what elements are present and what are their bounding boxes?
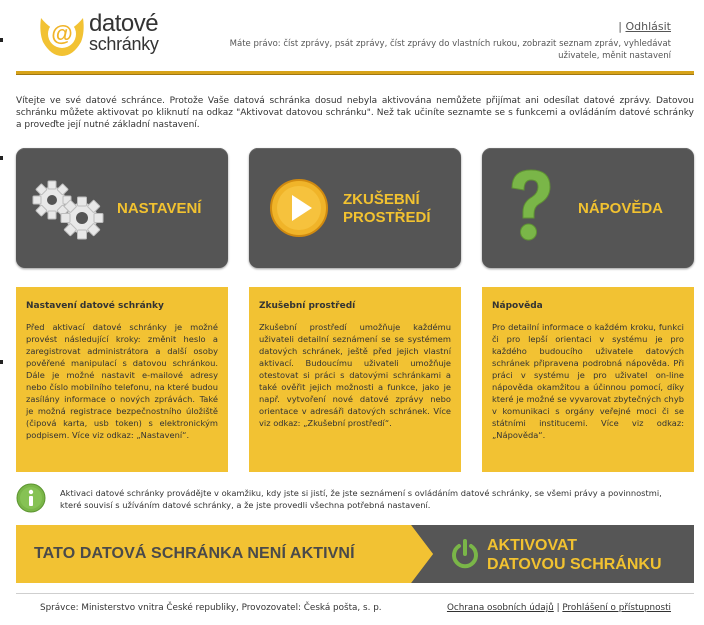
logo[interactable] (37, 10, 167, 60)
power-icon (449, 538, 481, 570)
help-tile[interactable] (482, 148, 694, 268)
help-panel-text: Pro detailní informace o každém kroku, funkci či pro lepší orientaci v systému je pro každého budoucího uživatele datových schránek připravena podrobná nápověda. Při práci v systému je pro uživatel on-line nápověda okamžitou a účinnou pomocí, díky které je možné se vyvarovat zbytečných chyb v komunikaci s orgány veřejné moci či se státními institucemi. Více viz odkaz: „Nápověda“. (492, 322, 684, 440)
accessibility-link[interactable]: Prohlášení o přístupnosti (562, 603, 671, 613)
logout-separator: | (618, 20, 622, 33)
info-icon (16, 483, 46, 513)
edge-mark (0, 156, 3, 160)
info-notice (16, 483, 694, 513)
footer-operator-text: Správce: Ministerstvo vnitra České republiky, Provozovatel: Česká pošta, s. p. (40, 603, 382, 613)
activation-banner (16, 525, 694, 583)
info-text: Aktivaci datové schránky provádějte v okamžiku, kdy jste si jistí, že jste seznámení s ovládáním datové schránky, se všemi právy a povinnostmi, které souvisí s užíváním datové schránky, a že jste provedli všechna potřebná nastavení. (60, 488, 662, 510)
at-sign-logo-icon (37, 10, 87, 60)
logout-link[interactable]: Odhlásit (625, 20, 671, 33)
inactive-status-text: TATO DATOVÁ SCHRÁNKA NENÍ AKTIVNÍ (34, 545, 355, 562)
intro-text: Vítejte ve své datové schránce. Protože Vaše datová schránka dosud nebyla aktivována nemůžete přijímat ani odesílat datové zprávy. Datovou schránku můžete aktivovat po kliknutí na odkaz "Aktivovat datovou schránku". Než tak učiníte seznamte se s funkcemi a ovládáním datové schránky a proveďte její nutné základní nastavení. (16, 96, 694, 130)
logo-line1: datové (89, 10, 159, 37)
play-icon (269, 178, 329, 238)
settings-tile-label: NASTAVENÍ (117, 200, 202, 217)
logo-text (89, 10, 159, 55)
help-panel-title: Nápověda (492, 301, 543, 311)
edge-mark (0, 360, 3, 364)
test-environment-tile[interactable] (249, 148, 461, 268)
settings-tile[interactable] (16, 148, 228, 268)
test-environment-label-line1: ZKUŠEBNÍ (343, 191, 420, 208)
svg-text:@: @ (51, 21, 73, 46)
test-environment-tile-label (343, 191, 431, 227)
activate-label-line2: DATOVOU SCHRÁNKU (487, 556, 662, 573)
user-rights: Máte právo: číst zprávy, psát zprávy, číst zprávy do vlastních rukou, zobrazit seznam zpráv, vyhledávat uživatele, měnit nastavení (229, 39, 671, 61)
settings-panel-title: Nastavení datové schránky (26, 301, 164, 311)
test-environment-label-line2: PROSTŘEDÍ (343, 209, 431, 226)
test-environment-panel (249, 287, 461, 472)
help-tile-label: NÁPOVĚDA (578, 200, 664, 217)
header (0, 0, 704, 70)
footer-divider (16, 593, 694, 594)
activate-button[interactable] (411, 525, 694, 583)
logo-line2: schránky (89, 34, 159, 54)
inactive-status (16, 525, 436, 583)
help-panel (482, 287, 694, 472)
footer-links (447, 603, 671, 613)
test-environment-panel-title: Zkušební prostředí (259, 301, 356, 311)
settings-panel-text: Před aktivací datové schránky je možné provést následující kroky: změnit heslo a zaregistrovat administrátora a další osoby pověřené manipulací s datovou schránkou. Dále je možné nastavit e-mailové adresy nebo číslo mobilního telefonu, na které budou zasílány informace o nových zprávách. Také je možná registrace bezpečnostního úložiště (čipová karta, usb token) s elektronickým podpisem. Více viz odkaz: „Nastavení“. (26, 322, 218, 440)
logout-area (618, 20, 671, 33)
gears-icon (30, 178, 106, 240)
privacy-link[interactable]: Ochrana osobních údajů (446, 603, 554, 613)
settings-panel (16, 287, 228, 472)
activate-button-label (487, 536, 662, 574)
test-environment-panel-text: Zkušební prostředí umožňuje každému uživateli detailní seznámení se se systémem datových schránek, ještě před jejich vlastní aktivací. Budoucímu uživateli umožňuje otestovat si práci s datovými schránkami a také ověřit jejich možnosti a funkce, jako je např. vytvoření nové datové zprávy nebo orientace v adresáři datových schránek. Více viz odkaz: „Zkušební prostředí“. (259, 322, 451, 428)
question-icon (506, 166, 556, 248)
footer-link-separator: | (556, 603, 560, 613)
activate-label-line1: AKTIVOVAT (487, 537, 578, 554)
header-divider (16, 71, 694, 75)
